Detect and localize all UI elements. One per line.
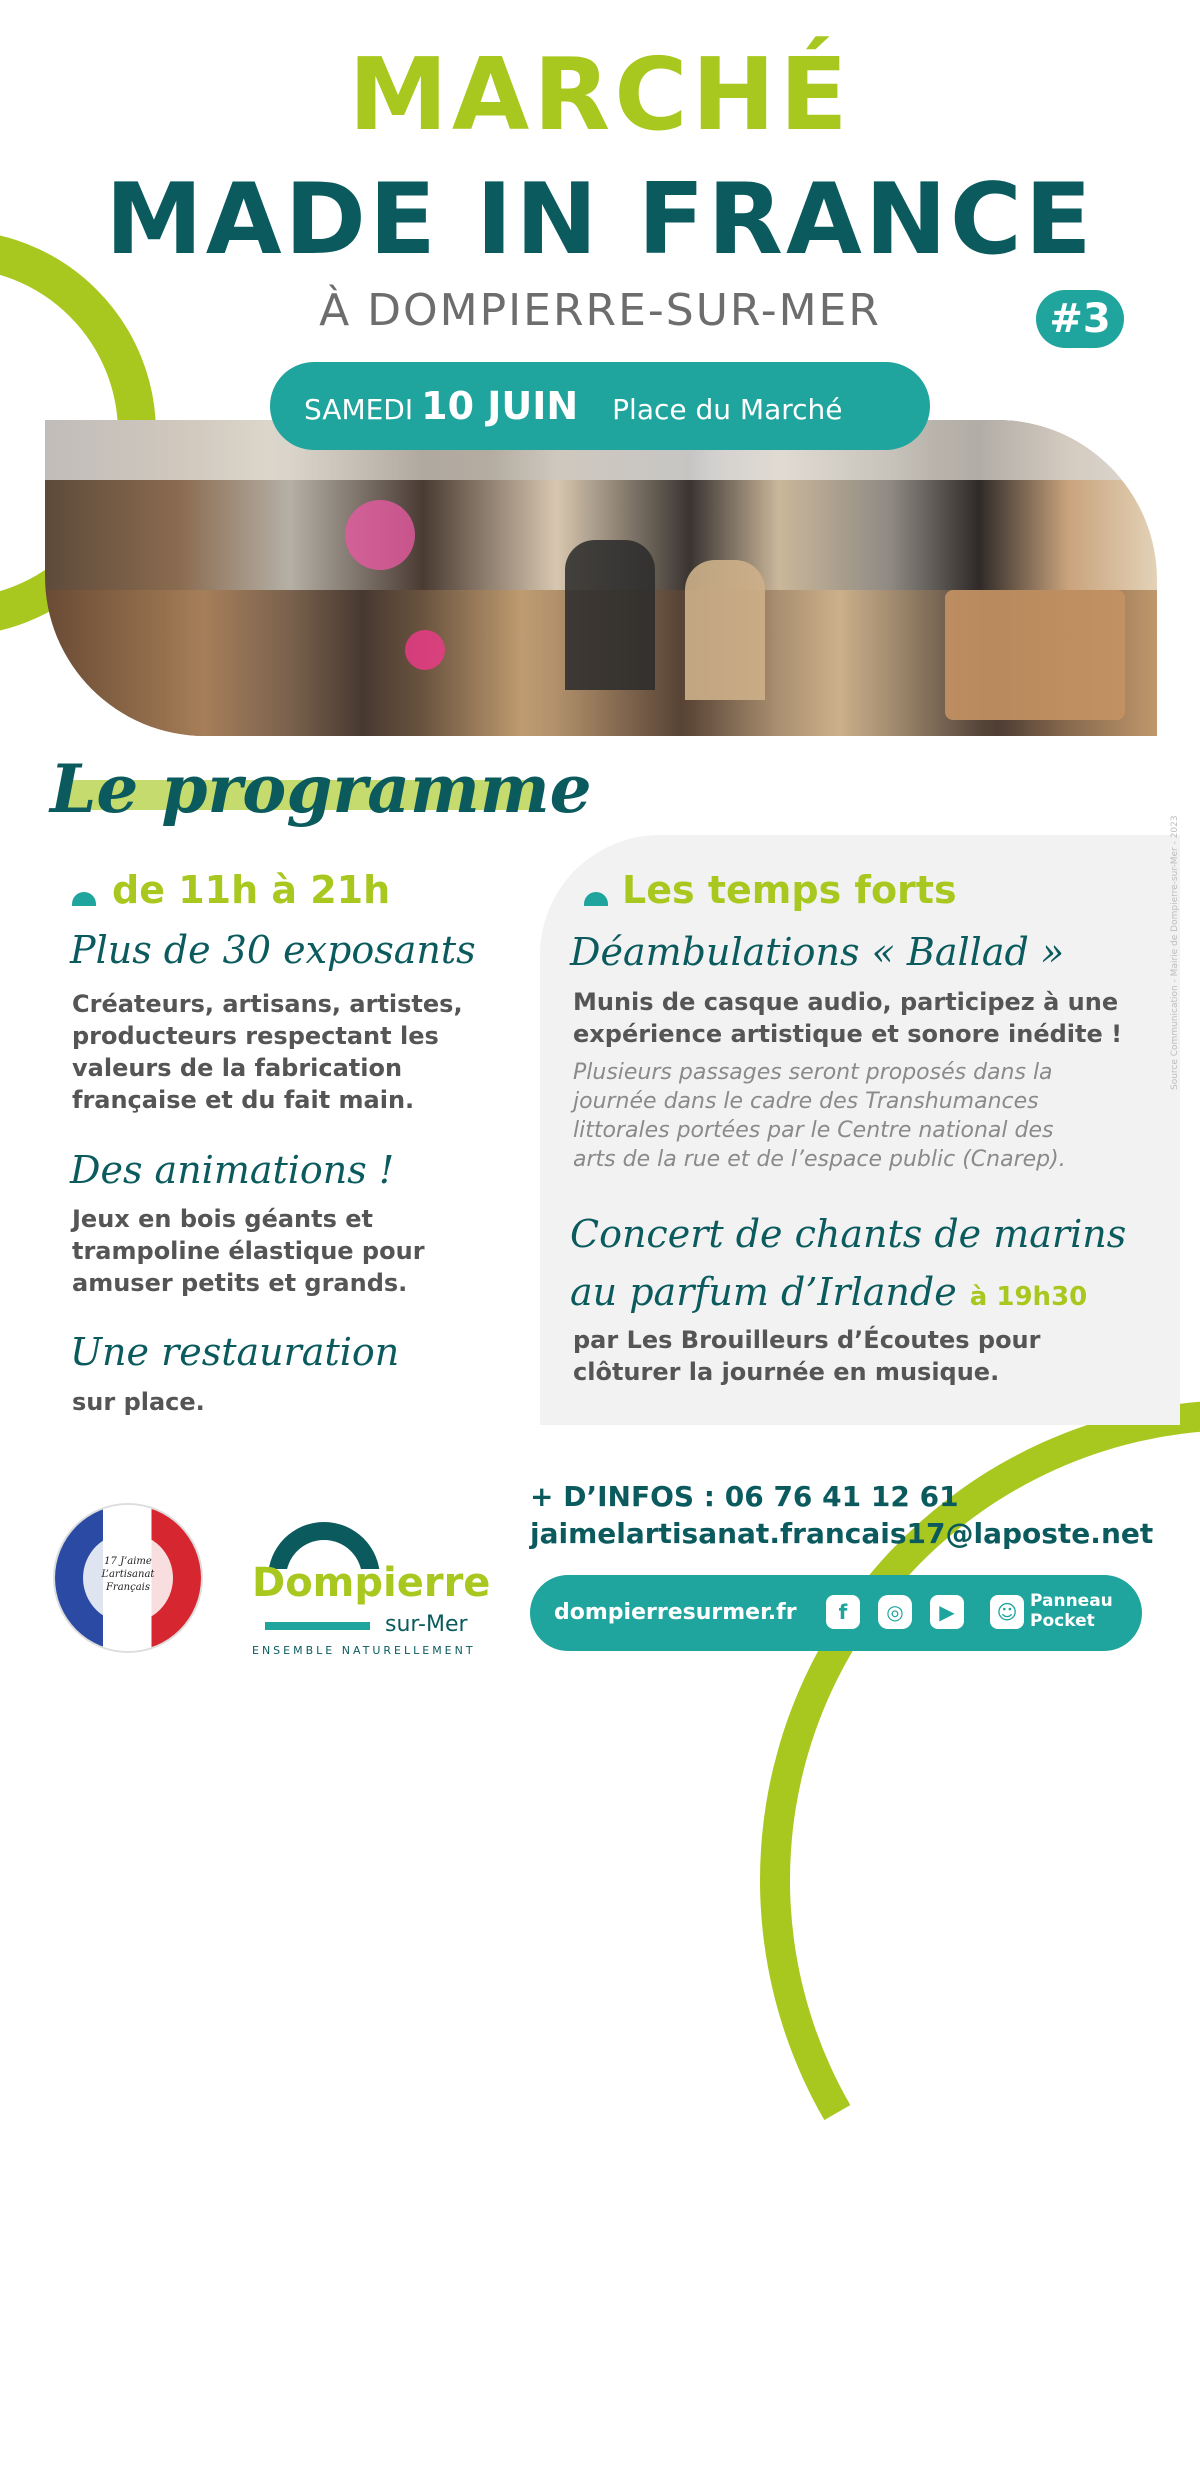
photo-pompom (345, 500, 415, 570)
exposants-text: française et du fait main. (72, 1086, 415, 1114)
ballad-note: journée dans le cadre des Transhumances (573, 1089, 1039, 1114)
website-link[interactable]: dompierresurmer.fr (554, 1600, 797, 1625)
dompierre-logo-name: Dompierre (252, 1560, 491, 1606)
source-credit: Source Communication - Mairie de Dompierre-sur-Mer - 2023 (1170, 815, 1180, 1090)
subtitle-location: À DOMPIERRE-SUR-MER (319, 285, 881, 336)
dompierre-logo-bar (265, 1622, 370, 1630)
photo-pompom (405, 630, 445, 670)
exposants-text: valeurs de la fabrication (72, 1054, 403, 1082)
programme-title: Le programme (50, 750, 592, 828)
contact-phone: + D’INFOS : 06 76 41 12 61 (530, 1480, 959, 1513)
photo-display-board (945, 590, 1125, 720)
artisanat-seal-logo (55, 1505, 201, 1651)
ballad-note: Plusieurs passages seront proposés dans la (573, 1060, 1053, 1085)
animations-text: trampoline élastique pour (72, 1237, 425, 1265)
footer-links-bar (530, 1575, 1142, 1651)
bullet-icon (72, 892, 96, 906)
dompierre-logo-sur: sur-Mer (385, 1612, 468, 1637)
date-day: SAMEDI (304, 393, 414, 426)
concert-text: clôturer la journée en musique. (573, 1358, 1000, 1386)
exposants-text: Créateurs, artisans, artistes, (72, 990, 463, 1018)
animations-text: Jeux en bois géants et (72, 1205, 373, 1233)
contact-email[interactable]: jaimelartisanat.francais17@laposte.net (530, 1517, 1154, 1550)
highlights-heading: Les temps forts (622, 868, 957, 912)
concert-title-row (570, 1270, 1087, 1314)
date-place: Place du Marché (612, 393, 843, 426)
edition-badge: #3 (1036, 290, 1124, 348)
title-line2: MADE IN FRANCE (105, 163, 1095, 277)
title-line1: MARCHÉ (348, 36, 852, 153)
panneau-line1: Panneau (1030, 1591, 1113, 1611)
photo-bust (565, 540, 655, 690)
animations-title: Des animations ! (70, 1148, 395, 1192)
ballad-note: arts de la rue et de l’espace public (Cnarep). (573, 1147, 1066, 1172)
ballad-note: littorales portées par le Centre national des (573, 1118, 1054, 1143)
panneau-pocket-label[interactable] (1030, 1591, 1113, 1631)
market-photo (45, 420, 1157, 736)
panneau-pocket-icon[interactable]: ☺ (990, 1595, 1024, 1629)
ballad-title: Déambulations « Ballad » (570, 930, 1065, 974)
seal-text: 17 J’aime L’artisanat Français (83, 1533, 173, 1623)
concert-time: à 19h30 (969, 1282, 1088, 1312)
restauration-text: sur place. (72, 1388, 205, 1416)
restauration-title: Une restauration (70, 1330, 400, 1374)
concert-text: par Les Brouilleurs d’Écoutes pour (573, 1326, 1041, 1354)
exposants-text: producteurs respectant les (72, 1022, 439, 1050)
dompierre-logo-tagline: ENSEMBLE NATURELLEMENT (252, 1644, 476, 1657)
decorative-arc-bottom (652, 1292, 1200, 2468)
instagram-icon[interactable]: ◎ (878, 1595, 912, 1629)
exposants-title: Plus de 30 exposants (70, 928, 476, 972)
concert-title-line1: Concert de chants de marins (570, 1212, 1127, 1256)
photo-bust (685, 560, 765, 700)
youtube-icon[interactable]: ▶ (930, 1595, 964, 1629)
date-date: 10 JUIN (421, 384, 579, 428)
ballad-text: expérience artistique et sonore inédite ! (573, 1020, 1123, 1048)
concert-title-line2: au parfum d’Irlande (570, 1270, 957, 1314)
facebook-icon[interactable]: f (826, 1595, 860, 1629)
panneau-line2: Pocket (1030, 1611, 1095, 1631)
animations-text: amuser petits et grands. (72, 1269, 408, 1297)
ballad-text: Munis de casque audio, participez à une (573, 988, 1119, 1016)
date-bar (270, 362, 930, 450)
schedule-heading: de 11h à 21h (112, 868, 391, 912)
